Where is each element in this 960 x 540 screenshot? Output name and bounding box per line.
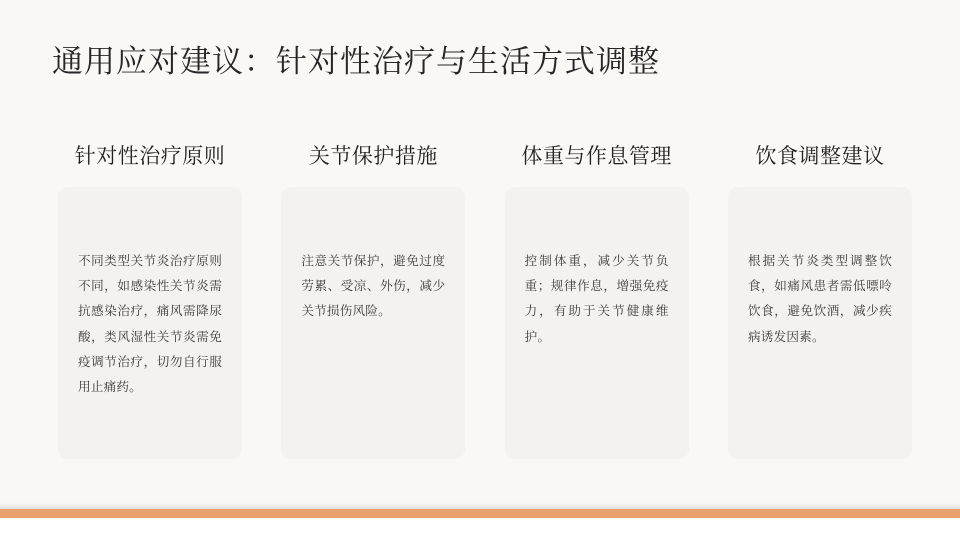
footer-accent-band (0, 509, 960, 518)
footer-base (0, 518, 960, 540)
card-title: 饮食调整建议 (755, 144, 885, 168)
card-list (52, 140, 918, 459)
card-item (275, 140, 471, 459)
card-title: 关节保护措施 (308, 144, 438, 168)
card-title: 体重与作息管理 (521, 144, 672, 168)
page-title: 通用应对建议：针对性治疗与生活方式调整 (52, 44, 660, 79)
card-text: 注意关节保护，避免过度劳累、受凉、外伤，减少关节损伤风险。 (301, 254, 446, 319)
card-text: 控制体重，减少关节负重；规律作息，增强免疫力，有助于关节健康维护。 (524, 254, 669, 344)
card-item (499, 140, 695, 459)
card-item (722, 140, 918, 459)
card-body (58, 187, 242, 459)
card-body (505, 187, 689, 459)
card-body (281, 187, 465, 459)
card-text: 不同类型关节炎治疗原则不同，如感染性关节炎需抗感染治疗，痛风需降尿酸，类风湿性关节炎需免疫调节治疗，切勿自行服用止痛药。 (78, 254, 222, 394)
card-item (52, 140, 248, 459)
card-title: 针对性治疗原则 (74, 144, 226, 168)
card-body (728, 187, 912, 459)
card-text: 根据关节炎类型调整饮食，如痛风患者需低嘌呤饮食，避免饮酒，减少疾病诱发因素。 (747, 254, 892, 344)
